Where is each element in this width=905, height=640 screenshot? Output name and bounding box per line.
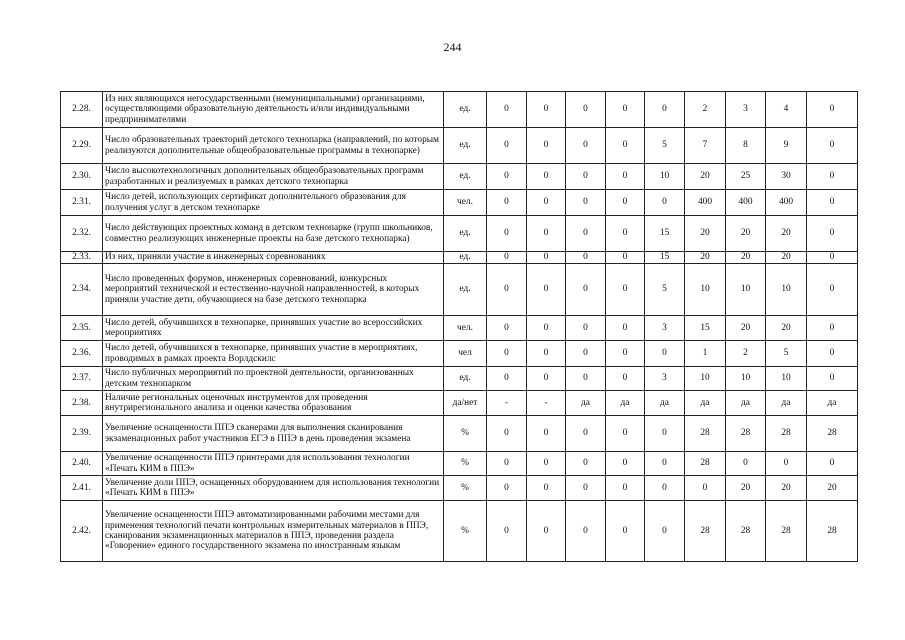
value-cell: 0 bbox=[487, 190, 527, 216]
value-cell: 20 bbox=[726, 216, 766, 252]
value-cell: 20 bbox=[726, 476, 766, 501]
value-cell: 0 bbox=[606, 476, 645, 501]
value-cell: 28 bbox=[766, 501, 807, 562]
value-cell: 28 bbox=[807, 416, 858, 452]
value-cell: 0 bbox=[606, 341, 645, 367]
table-row bbox=[61, 452, 858, 476]
value-cell: 28 bbox=[807, 501, 858, 562]
value-cell: 0 bbox=[527, 367, 566, 391]
value-cell: да bbox=[566, 391, 606, 416]
page-number: 244 bbox=[443, 40, 462, 54]
value-cell: 0 bbox=[487, 92, 527, 128]
value-cell: 0 bbox=[645, 341, 685, 367]
value-cell: 0 bbox=[807, 316, 858, 341]
table-row bbox=[61, 367, 858, 391]
table-row bbox=[61, 416, 858, 452]
row-number: 2.41. bbox=[61, 476, 103, 501]
value-cell: да bbox=[807, 391, 858, 416]
value-cell: 0 bbox=[645, 501, 685, 562]
value-cell: 0 bbox=[566, 476, 606, 501]
unit-cell: ед. bbox=[444, 164, 487, 190]
value-cell: 0 bbox=[807, 128, 858, 164]
value-cell: 0 bbox=[807, 264, 858, 316]
unit-cell: чел. bbox=[444, 316, 487, 341]
value-cell: 0 bbox=[606, 501, 645, 562]
value-cell: 0 bbox=[487, 341, 527, 367]
value-cell: 0 bbox=[487, 316, 527, 341]
value-cell: 0 bbox=[527, 501, 566, 562]
row-number: 2.42. bbox=[61, 501, 103, 562]
row-number: 2.35. bbox=[61, 316, 103, 341]
row-number: 2.37. bbox=[61, 367, 103, 391]
value-cell: 400 bbox=[766, 190, 807, 216]
value-cell: 0 bbox=[527, 476, 566, 501]
value-cell: - bbox=[527, 391, 566, 416]
value-cell: 28 bbox=[685, 416, 726, 452]
table-row bbox=[61, 128, 858, 164]
value-cell: 0 bbox=[606, 416, 645, 452]
value-cell: 10 bbox=[726, 367, 766, 391]
value-cell: 10 bbox=[766, 367, 807, 391]
value-cell: 15 bbox=[645, 252, 685, 264]
value-cell: да bbox=[685, 391, 726, 416]
value-cell: 0 bbox=[566, 316, 606, 341]
value-cell: 0 bbox=[527, 128, 566, 164]
value-cell: 5 bbox=[766, 341, 807, 367]
value-cell: 0 bbox=[527, 264, 566, 316]
value-cell: 10 bbox=[685, 367, 726, 391]
table-row bbox=[61, 341, 858, 367]
value-cell: 0 bbox=[807, 452, 858, 476]
value-cell: 0 bbox=[606, 128, 645, 164]
unit-cell: ед. bbox=[444, 92, 487, 128]
value-cell: 0 bbox=[566, 92, 606, 128]
row-number: 2.31. bbox=[61, 190, 103, 216]
value-cell: 0 bbox=[527, 164, 566, 190]
row-number: 2.30. bbox=[61, 164, 103, 190]
value-cell: 400 bbox=[685, 190, 726, 216]
value-cell: 0 bbox=[487, 264, 527, 316]
value-cell: 28 bbox=[685, 452, 726, 476]
value-cell: 0 bbox=[527, 252, 566, 264]
value-cell: 3 bbox=[726, 92, 766, 128]
table-row bbox=[61, 252, 858, 264]
value-cell: 2 bbox=[685, 92, 726, 128]
row-number: 2.39. bbox=[61, 416, 103, 452]
value-cell: 0 bbox=[685, 476, 726, 501]
value-cell: 1 bbox=[685, 341, 726, 367]
value-cell: 0 bbox=[606, 190, 645, 216]
table-row bbox=[61, 190, 858, 216]
value-cell: - bbox=[487, 391, 527, 416]
value-cell: 0 bbox=[527, 341, 566, 367]
indicator-description: Увеличение оснащенности ППЭ принтерами для использования технологии «Печать КИМ в ППЭ» bbox=[103, 452, 444, 476]
value-cell: да bbox=[726, 391, 766, 416]
value-cell: 0 bbox=[807, 92, 858, 128]
unit-cell: ед. bbox=[444, 128, 487, 164]
value-cell: 0 bbox=[487, 501, 527, 562]
table-row bbox=[61, 476, 858, 501]
value-cell: 0 bbox=[566, 501, 606, 562]
indicator-description: Число проведенных форумов, инженерных соревнований, конкурсных мероприятий технической и естественно-научной направленностей, в которых приняли участие дети, обучающиеся на базе детского технопарка bbox=[103, 264, 444, 316]
value-cell: 0 bbox=[606, 216, 645, 252]
value-cell: 10 bbox=[766, 264, 807, 316]
table-row bbox=[61, 264, 858, 316]
value-cell: 0 bbox=[645, 190, 685, 216]
row-number: 2.34. bbox=[61, 264, 103, 316]
indicator-description: Увеличение доли ППЭ, оснащенных оборудованием для использования технологии «Печать КИМ в ППЭ» bbox=[103, 476, 444, 501]
value-cell: 10 bbox=[726, 264, 766, 316]
value-cell: 0 bbox=[566, 128, 606, 164]
value-cell: 0 bbox=[527, 416, 566, 452]
value-cell: 0 bbox=[726, 452, 766, 476]
value-cell: 0 bbox=[645, 92, 685, 128]
row-number: 2.36. bbox=[61, 341, 103, 367]
value-cell: 15 bbox=[685, 316, 726, 341]
value-cell: 3 bbox=[645, 367, 685, 391]
unit-cell: ед. bbox=[444, 367, 487, 391]
value-cell: 0 bbox=[487, 452, 527, 476]
unit-cell: % bbox=[444, 416, 487, 452]
value-cell: 4 bbox=[766, 92, 807, 128]
value-cell: 7 bbox=[685, 128, 726, 164]
value-cell: 28 bbox=[766, 416, 807, 452]
indicator-description: Наличие региональных оценочных инструментов для проведения внутрирегионального анализа и оценки качества образования bbox=[103, 391, 444, 416]
value-cell: да bbox=[606, 391, 645, 416]
row-number: 2.40. bbox=[61, 452, 103, 476]
value-cell: 20 bbox=[685, 216, 726, 252]
value-cell: 0 bbox=[807, 367, 858, 391]
value-cell: 15 bbox=[645, 216, 685, 252]
value-cell: 0 bbox=[606, 92, 645, 128]
value-cell: 28 bbox=[685, 501, 726, 562]
value-cell: 0 bbox=[566, 416, 606, 452]
indicator-description: Число детей, использующих сертификат дополнительного образования для получения услуг в детском технопарке bbox=[103, 190, 444, 216]
value-cell: 20 bbox=[807, 476, 858, 501]
indicator-description: Число детей, обучившихся в технопарке, принявших участие во всероссийских мероприятиях bbox=[103, 316, 444, 341]
value-cell: 28 bbox=[726, 501, 766, 562]
value-cell: 0 bbox=[606, 367, 645, 391]
value-cell: 28 bbox=[726, 416, 766, 452]
value-cell: 0 bbox=[645, 416, 685, 452]
unit-cell: ед. bbox=[444, 252, 487, 264]
value-cell: 20 bbox=[766, 316, 807, 341]
value-cell: 0 bbox=[807, 252, 858, 264]
value-cell: 0 bbox=[807, 164, 858, 190]
value-cell: 0 bbox=[566, 216, 606, 252]
unit-cell: чел bbox=[444, 341, 487, 367]
value-cell: 0 bbox=[487, 164, 527, 190]
unit-cell: % bbox=[444, 476, 487, 501]
value-cell: 20 bbox=[685, 252, 726, 264]
value-cell: 0 bbox=[527, 92, 566, 128]
value-cell: 0 bbox=[566, 252, 606, 264]
row-number: 2.29. bbox=[61, 128, 103, 164]
value-cell: 20 bbox=[766, 252, 807, 264]
indicator-description: Из них, приняли участие в инженерных соревнованиях bbox=[103, 252, 444, 264]
value-cell: 0 bbox=[766, 452, 807, 476]
indicator-description: Число публичных мероприятий по проектной деятельности, организованных детским технопарком bbox=[103, 367, 444, 391]
indicators-table bbox=[60, 91, 858, 562]
value-cell: 0 bbox=[566, 452, 606, 476]
row-number: 2.32. bbox=[61, 216, 103, 252]
unit-cell: чел. bbox=[444, 190, 487, 216]
value-cell: 20 bbox=[726, 252, 766, 264]
value-cell: 0 bbox=[566, 264, 606, 316]
value-cell: 25 bbox=[726, 164, 766, 190]
value-cell: 10 bbox=[645, 164, 685, 190]
value-cell: 0 bbox=[645, 452, 685, 476]
indicator-description: Число образовательных траекторий детского технопарка (направлений, по которым реализуются дополнительные общеобразовательные программы в технопарке) bbox=[103, 128, 444, 164]
indicator-description: Число высокотехнологичных дополнительных общеобразовательных программ разработанных и реализуемых в рамках детского технопарка bbox=[103, 164, 444, 190]
indicator-description: Увеличение оснащенности ППЭ сканерами для выполнения сканирования экзаменационных работ участников ЕГЭ в ППЭ в день проведения экзамена bbox=[103, 416, 444, 452]
value-cell: 20 bbox=[766, 476, 807, 501]
value-cell: 5 bbox=[645, 264, 685, 316]
value-cell: 0 bbox=[606, 316, 645, 341]
unit-cell: да/нет bbox=[444, 391, 487, 416]
value-cell: 0 bbox=[487, 252, 527, 264]
value-cell: 0 bbox=[566, 164, 606, 190]
value-cell: 0 bbox=[606, 164, 645, 190]
unit-cell: ед. bbox=[444, 216, 487, 252]
value-cell: 0 bbox=[645, 476, 685, 501]
unit-cell: % bbox=[444, 452, 487, 476]
table-row bbox=[61, 316, 858, 341]
value-cell: 0 bbox=[487, 367, 527, 391]
table-body bbox=[61, 92, 858, 562]
value-cell: 0 bbox=[606, 452, 645, 476]
indicator-description: Число детей, обучившихся в технопарке, принявших участие в мероприятиях, проводимых в рамках проекта Ворлдскилс bbox=[103, 341, 444, 367]
value-cell: 20 bbox=[726, 316, 766, 341]
table-row bbox=[61, 216, 858, 252]
value-cell: 5 bbox=[645, 128, 685, 164]
value-cell: 20 bbox=[685, 164, 726, 190]
value-cell: 0 bbox=[527, 190, 566, 216]
value-cell: 0 bbox=[487, 216, 527, 252]
value-cell: 30 bbox=[766, 164, 807, 190]
table-row bbox=[61, 501, 858, 562]
value-cell: 10 bbox=[685, 264, 726, 316]
row-number: 2.38. bbox=[61, 391, 103, 416]
value-cell: да bbox=[645, 391, 685, 416]
value-cell: 8 bbox=[726, 128, 766, 164]
table-row bbox=[61, 391, 858, 416]
value-cell: 0 bbox=[807, 341, 858, 367]
value-cell: 2 bbox=[726, 341, 766, 367]
value-cell: 3 bbox=[645, 316, 685, 341]
indicator-description: Число действующих проектных команд в детском технопарке (групп школьников, совместно реализующих инженерные проекты на базе детского технопарка) bbox=[103, 216, 444, 252]
value-cell: 20 bbox=[766, 216, 807, 252]
value-cell: 0 bbox=[487, 476, 527, 501]
value-cell: 0 bbox=[527, 216, 566, 252]
value-cell: 0 bbox=[606, 252, 645, 264]
value-cell: 0 bbox=[566, 341, 606, 367]
table-row bbox=[61, 92, 858, 128]
value-cell: 0 bbox=[807, 190, 858, 216]
value-cell: 0 bbox=[566, 367, 606, 391]
value-cell: 0 bbox=[487, 416, 527, 452]
value-cell: 0 bbox=[527, 316, 566, 341]
value-cell: да bbox=[766, 391, 807, 416]
indicator-description: Увеличение оснащенности ППЭ автоматизированными рабочими местами для применения технологий печати контрольных измерительных материалов в ППЭ, сканирования экзаменационных материалов в ППЭ, проведения раздела «Говорение» единого государственного экзамена по иностранным языкам bbox=[103, 501, 444, 562]
value-cell: 0 bbox=[566, 190, 606, 216]
row-number: 2.33. bbox=[61, 252, 103, 264]
value-cell: 400 bbox=[726, 190, 766, 216]
indicator-description: Из них являющихся негосударственными (немуниципальными) организациями, осуществляющими образовательную деятельность и/или индивидуальными предпринимателями bbox=[103, 92, 444, 128]
value-cell: 0 bbox=[527, 452, 566, 476]
value-cell: 0 bbox=[807, 216, 858, 252]
row-number: 2.28. bbox=[61, 92, 103, 128]
unit-cell: ед. bbox=[444, 264, 487, 316]
value-cell: 0 bbox=[606, 264, 645, 316]
table-row bbox=[61, 164, 858, 190]
value-cell: 0 bbox=[487, 128, 527, 164]
unit-cell: % bbox=[444, 501, 487, 562]
value-cell: 9 bbox=[766, 128, 807, 164]
